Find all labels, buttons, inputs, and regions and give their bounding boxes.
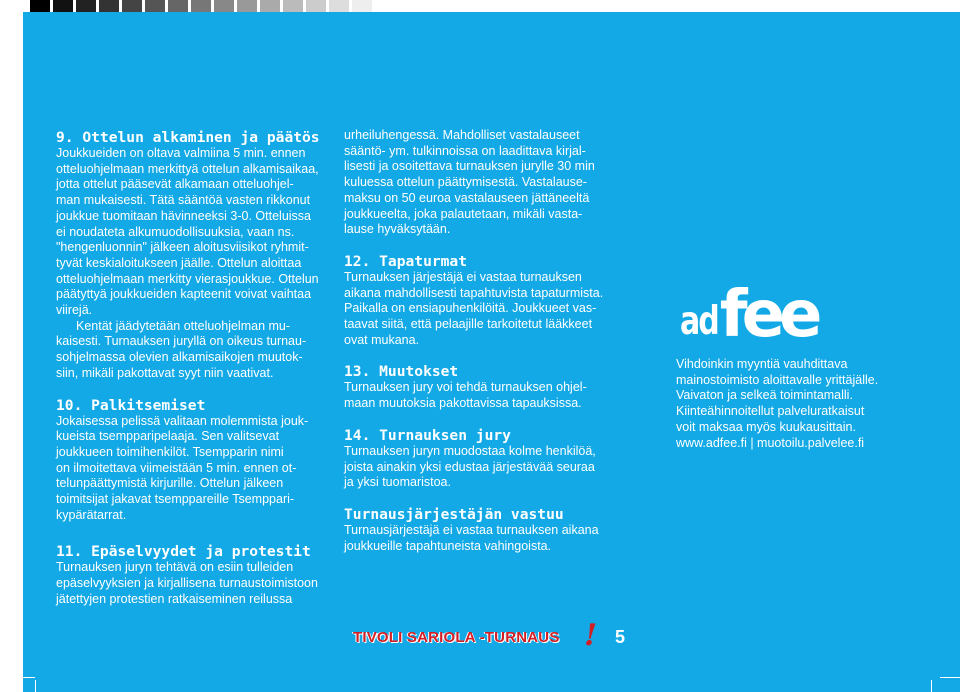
middle-column — [344, 128, 644, 569]
ad-line: voit maksaa myös kuukausittain. — [676, 419, 856, 434]
section-12-line: ovat mukana. — [344, 332, 420, 347]
crop-mark-bottom-right — [931, 680, 932, 692]
ad-line: Vihdoinkin myyntiä vauhdittava — [676, 357, 848, 371]
section-11-line: epäselvyyksien ja kirjallisena turnaustoimistoon — [56, 576, 318, 591]
section-10-line: kypärätarrat. — [56, 507, 127, 522]
section-organizer — [344, 506, 644, 554]
section-12-line: taavat siitä, että pelaajille tarkoitetut lääkkeet — [344, 317, 593, 332]
left-column — [56, 129, 356, 623]
section-9-line: viirejä. — [56, 303, 93, 318]
crop-mark-left — [23, 677, 35, 678]
section-11-heading: 11. Epäselvyydet ja protestit — [56, 543, 311, 561]
swatch-gray-5 — [168, 0, 188, 12]
section-9-line: man mukaisesti. Tätä sääntöä vasten rikkonut — [56, 193, 311, 208]
swatch-gray-13 — [352, 0, 372, 12]
swatch-gray-10 — [283, 0, 303, 12]
continued-line: urheiluhengessä. Mahdolliset vastalauseet — [344, 128, 580, 142]
section-11-line: jätettyjen protestien ratkaiseminen reilussa — [56, 591, 293, 606]
continued-line: maksu on 50 euroa vastalauseen jättäneeltä — [344, 190, 590, 205]
adfee-logo-part2: fee — [719, 278, 817, 352]
section-9-line: Joukkueiden on oltava valmiina 5 min. ennen — [56, 146, 306, 160]
ad-line: Kiinteähinnoitellut palveluratkaisut — [676, 404, 865, 419]
footer-exclamation-mark: ! — [584, 618, 598, 653]
organizer-line: joukkueille tapahtuneista vahingoista. — [344, 538, 552, 553]
swatch-gray-1 — [76, 0, 96, 12]
section-9-heading: 9. Ottelun alkaminen ja päätös — [56, 129, 320, 146]
section-14-line: Turnauksen juryn muodostaa kolme henkilöä, — [344, 443, 596, 458]
section-12-line: Paikalla on ensiapuhenkilöitä. Joukkueet vas- — [344, 301, 597, 316]
section-9-line: päätyttyä joukkueiden kapteenit voivat vaihtaa — [56, 287, 312, 302]
page-number: 5 — [615, 627, 626, 647]
continued-line: sääntö- ym. tulkinnoissa on laadittava kirjal- — [344, 143, 586, 158]
section-12-line: Turnauksen järjestäjä ei vastaa turnauksen — [344, 269, 582, 284]
organizer-line: Turnausjärjestäjä ei vastaa turnauksen aikana — [344, 522, 599, 537]
adfee-logo — [680, 278, 817, 352]
ad-line: mainostoimisto aloittavalle yrittäjälle. — [676, 372, 879, 387]
continued-line: joukkueelta, joka palautetaan, mikäli vasta- — [344, 206, 583, 221]
section-9-line: siin, mikäli pakottavat syyt niin vaativat. — [56, 365, 274, 380]
swatch-gray-3 — [122, 0, 142, 12]
swatch-black-1 — [30, 0, 50, 12]
color-calibration-strip — [23, 0, 960, 12]
section-12-heading: 12. Tapaturmat — [344, 252, 468, 270]
section-13-line: Turnauksen jury voi tehdä turnauksen ohjel- — [344, 380, 587, 395]
section-9-line: ei noudateta alkumuodollisuuksia, vaan ns. — [56, 224, 295, 239]
continued-line: lause hyväksytään. — [344, 222, 451, 237]
swatch-gray-11 — [306, 0, 326, 12]
swatch-gray-8 — [237, 0, 257, 12]
swatch-gray-12 — [329, 0, 349, 12]
swatch-gray-6 — [191, 0, 211, 12]
section-10-heading: 10. Palkitsemiset — [56, 396, 206, 414]
swatch-gray-2 — [99, 0, 119, 12]
section-9-line: otteluohjelmaan merkittyä ottelun alkamisaikaa, — [56, 161, 319, 176]
section-9 — [56, 129, 356, 382]
section-10-line: joukkueen toimihenkilöt. Tsempparin nimi — [56, 444, 284, 459]
section-13 — [344, 363, 644, 411]
section-10-line: on ilmoitettava viimeistään 5 min. ennen ot- — [56, 460, 297, 475]
section-9-line: sohjelmassa olevien alkamisaikojen muutok- — [56, 350, 303, 365]
section-14-line: joista ainakin yksi edustaa järjestävää seuraa — [344, 459, 595, 474]
ad-url-line: www.adfee.fi | muotoilu.palvelee.fi — [676, 435, 865, 450]
footer-tournament-title: TIVOLI SARIOLA -TURNAUS — [353, 629, 560, 646]
ad-text — [676, 357, 926, 451]
section-11-line: Turnauksen juryn tehtävä on esiin tulleiden — [56, 560, 294, 575]
section-9-line: jotta ottelut pääsevät alkamaan otteluohjel- — [56, 177, 294, 192]
continued-line: kuluessa ottelun päättymisestä. Vastalause- — [344, 175, 587, 190]
section-14-heading: 14. Turnauksen jury — [344, 426, 511, 444]
section-9-line: kaisesti. Turnauksen juryllä on oikeus turnau- — [56, 334, 307, 349]
section-11-continued — [344, 128, 644, 238]
section-10-line: kueista tsempparipelaaja. Sen valitsevat — [56, 429, 280, 444]
section-9-line: tyvät keskialoitukseen jäälle. Ottelun aloittaa — [56, 255, 302, 270]
swatch-gray-7 — [214, 0, 234, 12]
section-10-line: telunpäättymistä kirjurille. Ottelun jälkeen — [56, 476, 284, 491]
section-14-line: ja yksi tuomaristoa. — [344, 475, 451, 490]
swatch-gray-4 — [145, 0, 165, 12]
adfee-logo-part1: ad — [680, 299, 718, 345]
continued-line: lisesti ja osoitettava turnauksen jurylle 30 min — [344, 159, 595, 174]
organizer-heading: Turnausjärjestäjän vastuu — [344, 505, 564, 523]
swatch-gray-9 — [260, 0, 280, 12]
section-12 — [344, 253, 644, 349]
section-14 — [344, 427, 644, 491]
section-10-line: toimitsijat jakavat tsemppareille Tsemppari- — [56, 492, 295, 507]
section-9-line: joukkue tuomitaan hävinneeksi 3-0. Otteluissa — [56, 208, 312, 223]
crop-mark-bottom-left — [35, 680, 36, 692]
ad-line: Vaivaton ja selkeä toimintamalli. — [676, 388, 853, 403]
section-12-line: aikana mahdollisesti tapahtuvista tapaturmista. — [344, 285, 604, 300]
section-13-line: maan muutoksia pakottavissa tapauksissa. — [344, 396, 582, 411]
section-13-heading: 13. Muutokset — [344, 363, 459, 381]
section-9-indent-line: Kentät jäädytetään otteluohjelman mu- — [76, 318, 291, 333]
section-9-line: "hengenluonnin" jälkeen aloitusviisikot ryhmit- — [56, 240, 309, 255]
section-11 — [56, 543, 356, 607]
crop-mark-right — [940, 677, 960, 678]
section-9-line: otteluohjelmaan merkitty vierasjoukkue. Ottelun — [56, 271, 319, 286]
section-10 — [56, 397, 356, 524]
swatch-black-2 — [53, 0, 73, 12]
brochure-page — [23, 12, 960, 692]
section-10-line: Jokaisessa pelissä valitaan molemmista jouk- — [56, 413, 309, 428]
